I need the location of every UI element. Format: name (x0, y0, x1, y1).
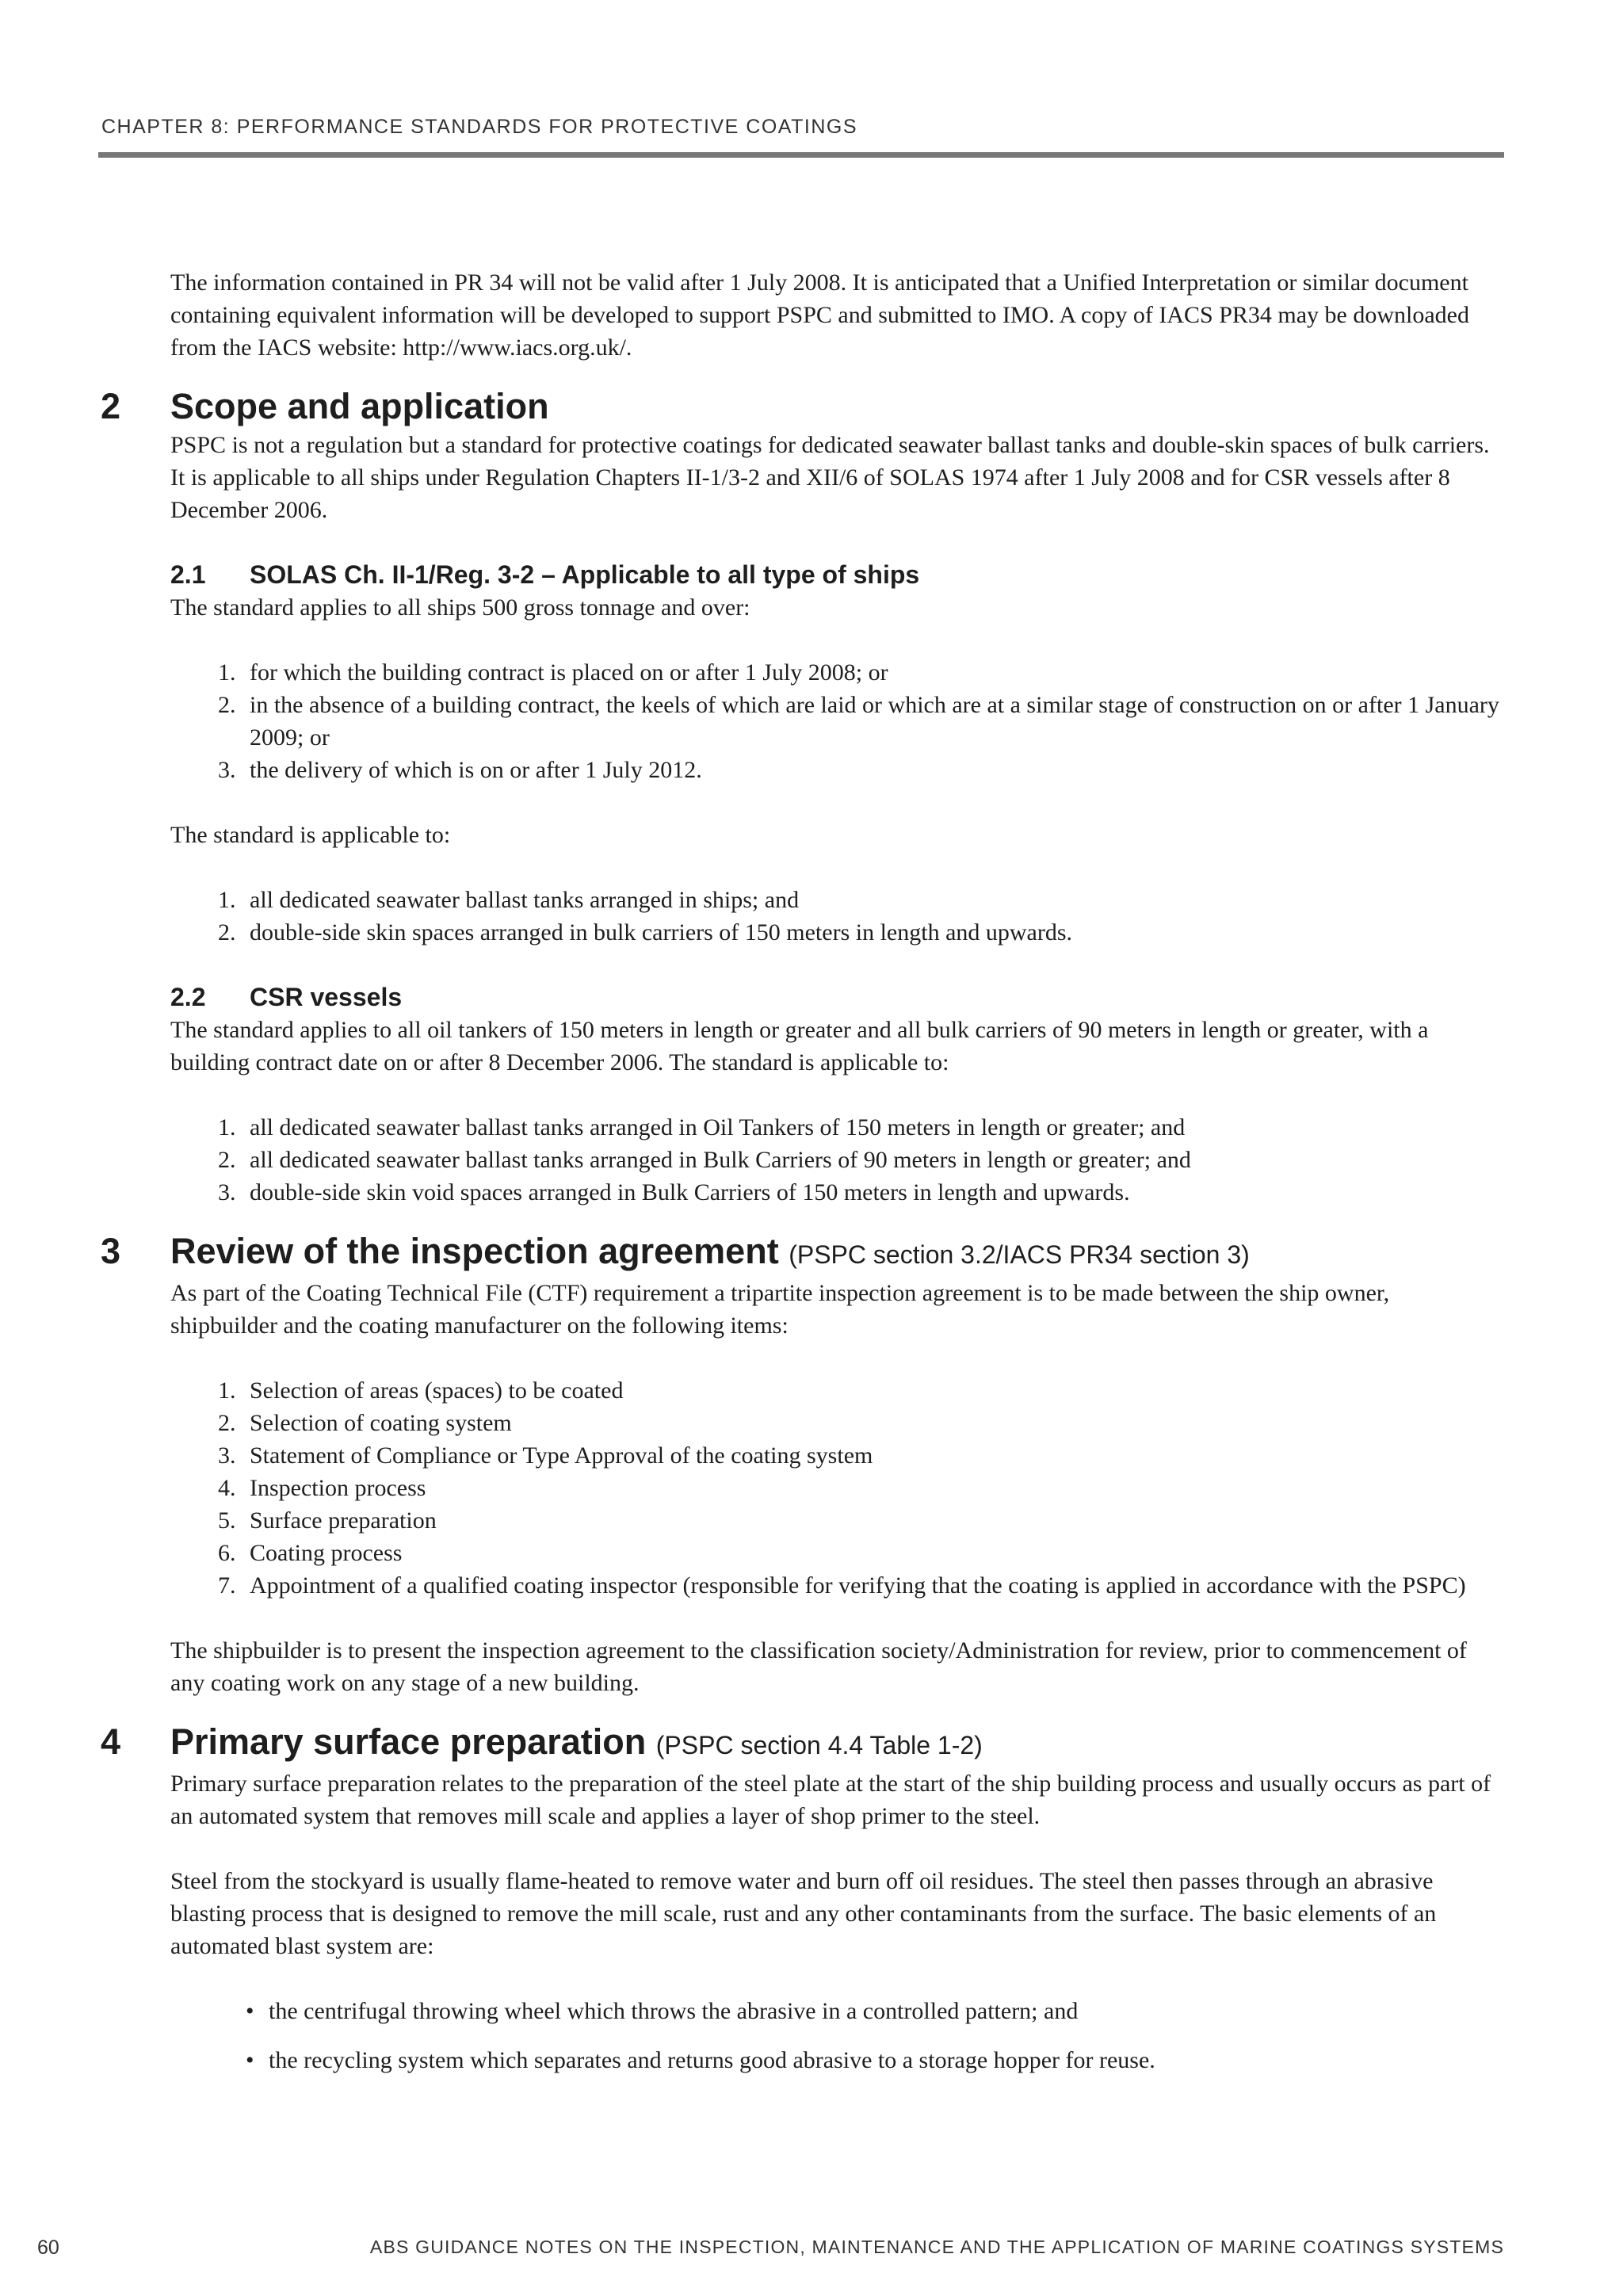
subsection-2-1-heading (170, 559, 1502, 591)
list-item: 1. Selection of areas (spaces) to be coated (218, 1377, 624, 1404)
subsection-number: 2.1 (170, 560, 206, 589)
numbered-list (170, 1111, 1502, 1209)
list-item: 3. double-side skin void spaces arranged in Bulk Carriers of 150 meters in length and upwards. (218, 1179, 1130, 1205)
subsection-body: The standard is applicable to: (170, 822, 451, 848)
list-item: 2. all dedicated seawater ballast tanks arranged in Bulk Carriers of 90 meters in length or greater; and (218, 1147, 1191, 1173)
list-item: 1. all dedicated seawater ballast tanks arranged in ships; and (218, 887, 800, 913)
list-item: • the centrifugal throwing wheel which throws the abrasive in a controlled pattern; and (170, 1995, 1502, 2027)
header-rule (98, 152, 1504, 158)
intro-paragraph: The information contained in PR 34 will not be valid after 1 July 2008. It is anticipated that a Unified Interpretation or similar document containing equivalent information will be developed to support PSPC and submitted to IMO. A copy of IACS PR34 may be downloaded from the IACS website: http://www.iacs.org.uk/. (170, 269, 1469, 361)
section-body: PSPC is not a regulation but a standard for protective coatings for dedicated seawater ballast tanks and double-skin spaces of bulk carriers. It is applicable to all ships under Regulation Chapters II-1/3-2 and XII/6 of SOLAS 1974 after 1 July 2008 and for CSR vessels after 8 December 2006. (170, 432, 1490, 523)
list-item: 2. in the absence of a building contract, the keels of which are laid or which are at a similar stage of construction on or after 1 January 2009; or (218, 692, 1499, 751)
bullet-icon: • (246, 2047, 254, 2073)
list-item: 7. Appointment of a qualified coating inspector (responsible for verifying that the coating is applied in accordance with the PSPC) (218, 1572, 1466, 1599)
bullet-icon: • (246, 1998, 254, 2024)
bullet-list (170, 1995, 1502, 2076)
section-number: 3 (101, 1231, 121, 1271)
page-content (101, 266, 1502, 2093)
footer-title: ABS GUIDANCE NOTES ON THE INSPECTION, MAINTENANCE AND THE APPLICATION OF MARINE COATINGS SYSTEMS (369, 2237, 1504, 2257)
list-item: 4. Inspection process (218, 1475, 426, 1501)
numbered-list (170, 884, 1502, 949)
section-4 (101, 1720, 1502, 1832)
running-header: CHAPTER 8: PERFORMANCE STANDARDS FOR PROTECTIVE COATINGS (101, 116, 857, 138)
subsection-number: 2.2 (170, 983, 206, 1011)
section-2 (101, 384, 1502, 526)
section-3 (101, 1229, 1502, 1342)
subsection-2-2-heading (170, 981, 1502, 1014)
section-title: Scope and application (170, 386, 549, 426)
page-number: 60 (37, 2237, 59, 2259)
list-item: 5. Surface preparation (218, 1507, 437, 1534)
list-item: 2. double-side skin spaces arranged in bulk carriers of 150 meters in length and upwards. (218, 919, 1073, 946)
list-item: 1. all dedicated seawater ballast tanks arranged in Oil Tankers of 150 meters in length or greater; and (218, 1114, 1186, 1140)
section-body: Primary surface preparation relates to the preparation of the steel plate at the start of the ship building process and usually occurs as part of an automated system that removes mill scale and applies a layer of shop primer to the steel. (170, 1771, 1491, 1829)
subsection-body: The standard applies to all oil tankers of 150 meters in length or greater and all bulk carriers of 90 meters in length or greater, with a building contract date on or after 8 December 2006. The standard is applicable to: (170, 1017, 1429, 1075)
section-reference: (PSPC section 4.4 Table 1-2) (655, 1731, 983, 1759)
list-item: 1. for which the building contract is placed on or after 1 July 2008; or (218, 659, 888, 686)
list-item: • the recycling system which separates and returns good abrasive to a storage hopper for reuse. (170, 2044, 1502, 2076)
section-title: Review of the inspection agreement (PSPC section 3.2/IACS PR34 section 3) (170, 1231, 1250, 1271)
section-body: Steel from the stockyard is usually flame-heated to remove water and burn off oil residues. The steel then passes through an abrasive blasting process that is designed to remove the mill scale, rust and any other contaminants from the surface. The basic elements of an automated blast system are: (170, 1868, 1437, 1959)
subsection-body: The standard applies to all ships 500 gross tonnage and over: (170, 594, 750, 621)
section-body: The shipbuilder is to present the inspection agreement to the classification society/Administration for review, prior to commencement of any coating work on any stage of a new building. (170, 1637, 1467, 1696)
list-item: 3. Statement of Compliance or Type Approval of the coating system (218, 1442, 873, 1469)
section-number: 4 (101, 1721, 121, 1762)
subsection-title: SOLAS Ch. II-1/Reg. 3-2 – Applicable to all type of ships (250, 560, 920, 589)
section-body: As part of the Coating Technical File (CTF) requirement a tripartite inspection agreement is to be made between the ship owner, shipbuilder and the coating manufacturer on the following items: (170, 1280, 1390, 1339)
list-item: 2. Selection of coating system (218, 1410, 512, 1436)
section-number: 2 (101, 386, 121, 426)
subsection-title: CSR vessels (250, 983, 403, 1011)
numbered-list (170, 656, 1502, 786)
section-reference: (PSPC section 3.2/IACS PR34 section 3) (789, 1240, 1250, 1269)
numbered-list (170, 1374, 1502, 1602)
list-item: 3. the delivery of which is on or after 1 July 2012. (218, 757, 702, 783)
section-title: Primary surface preparation (PSPC section 4.4 Table 1-2) (170, 1721, 983, 1762)
list-item: 6. Coating process (218, 1540, 403, 1566)
